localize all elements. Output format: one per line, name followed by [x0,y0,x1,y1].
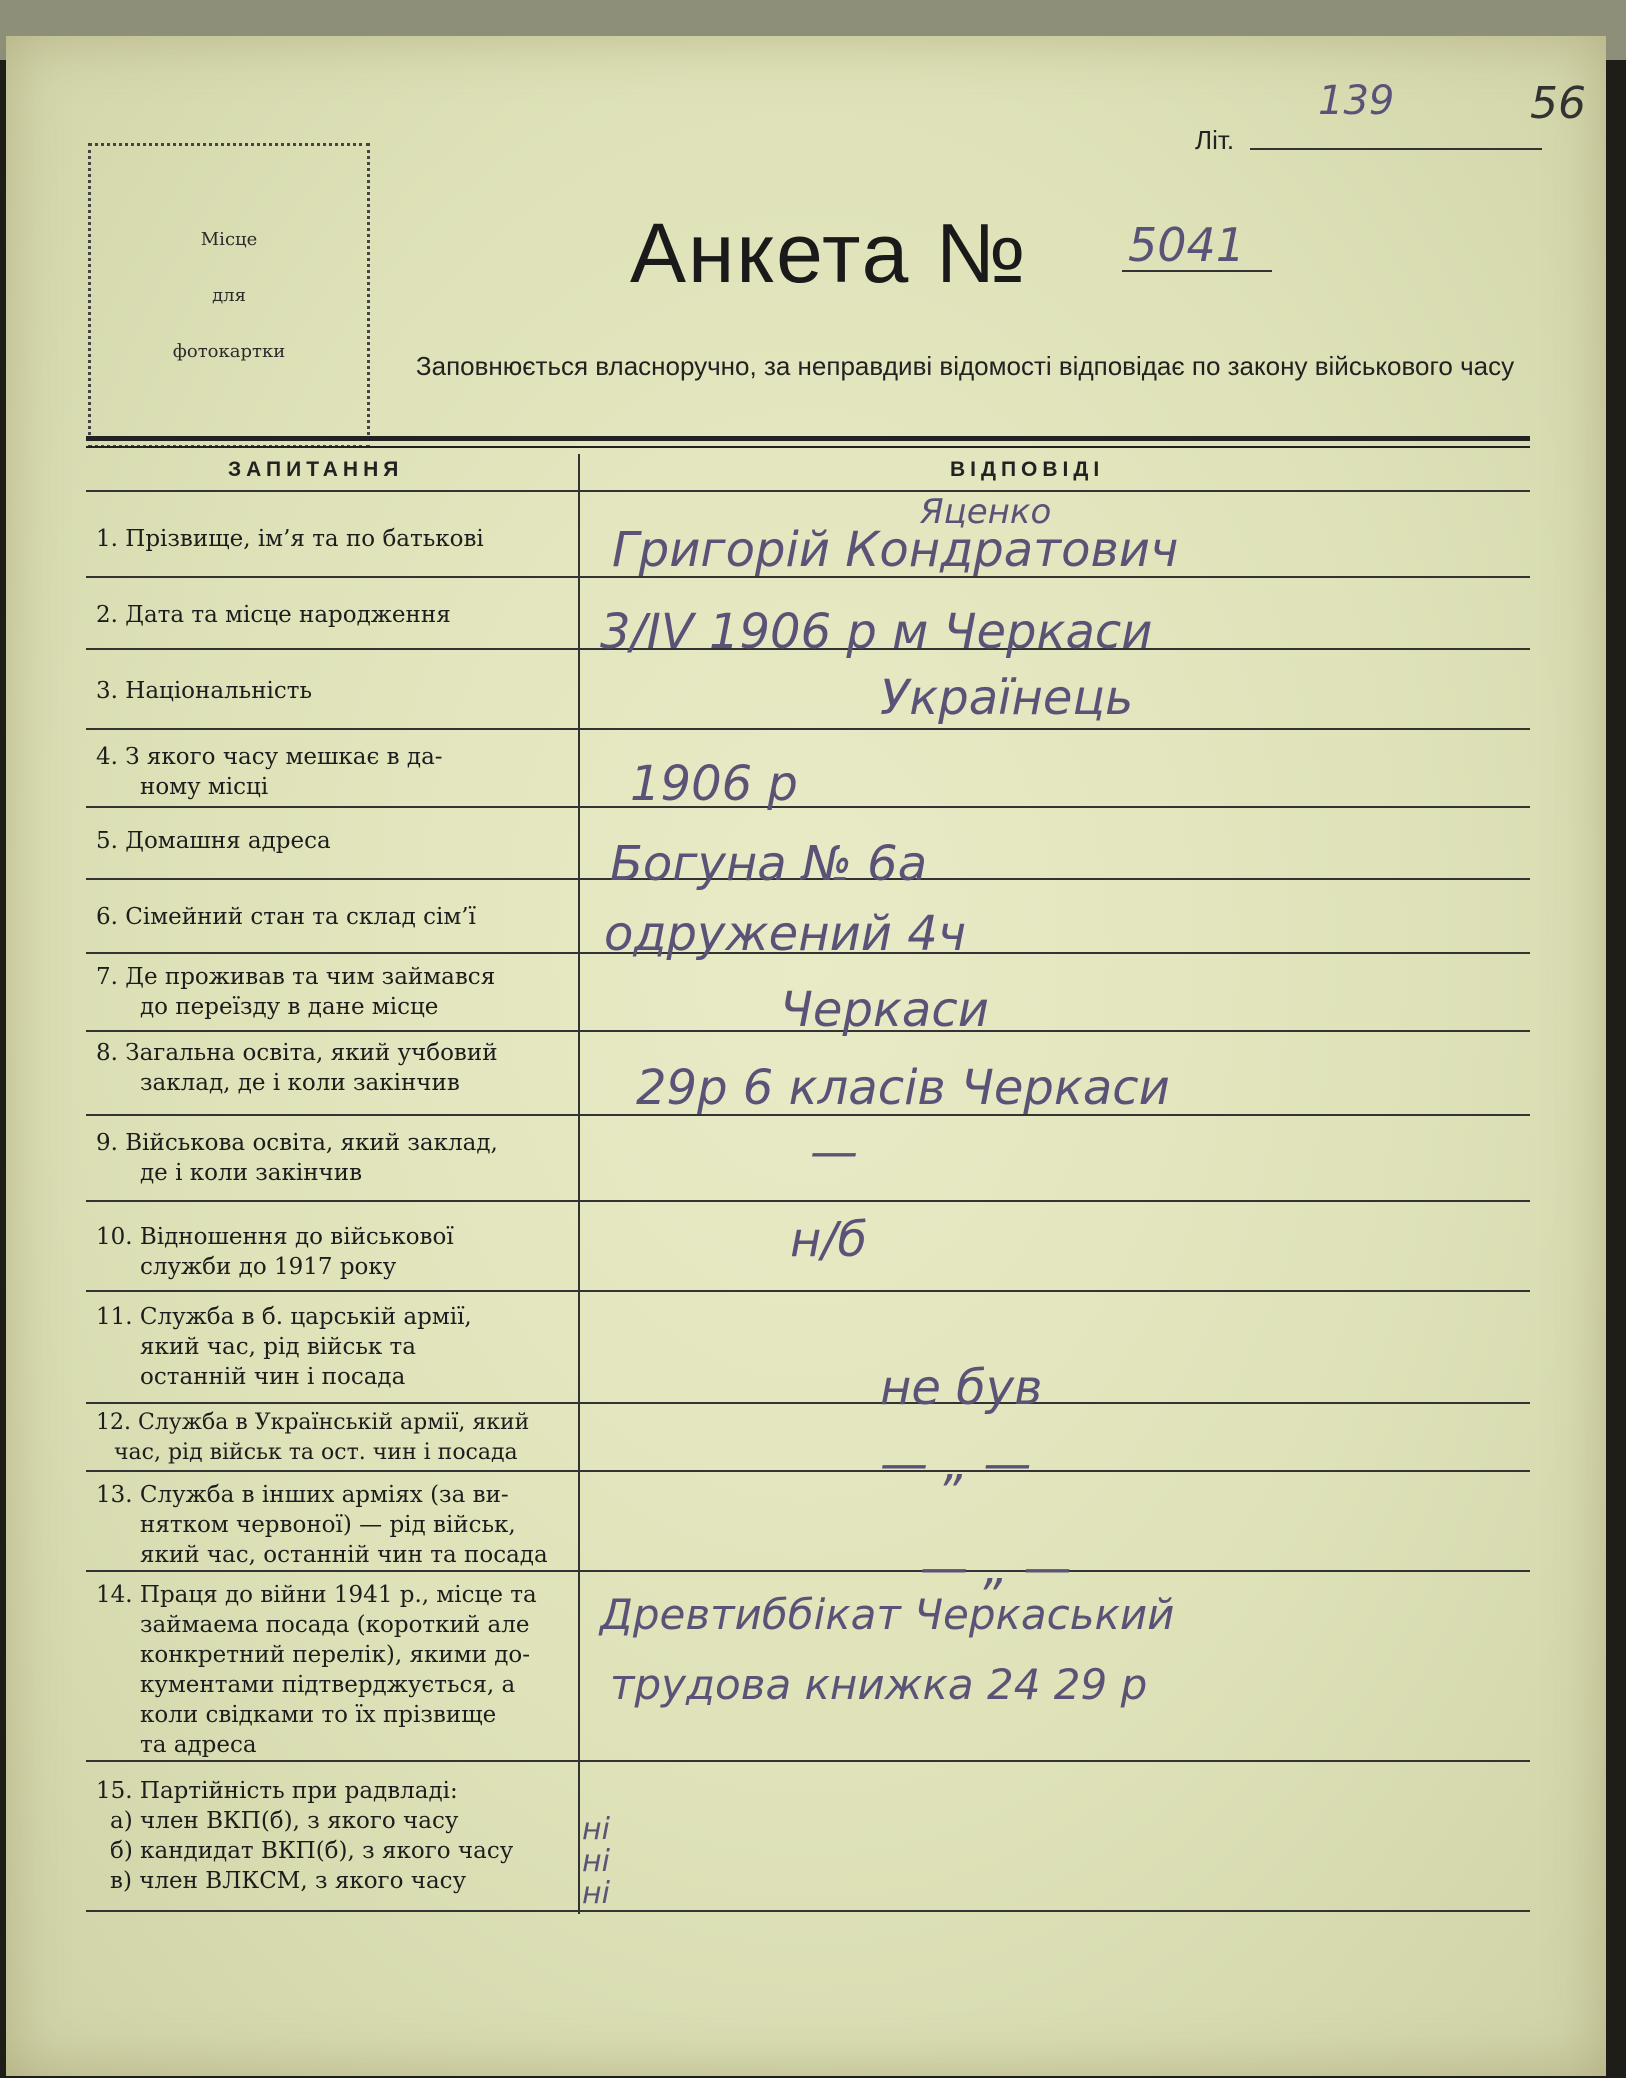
question-7 [96,962,566,1022]
question-9-line-1: 9. Військова освіта, який заклад, [96,1130,498,1156]
answer-1: Григорій Кондратович [612,522,1179,578]
question-2: 2. Дата та місце народження [96,602,451,628]
column-header-questions: ЗАПИТАННЯ [228,458,404,481]
question-11-line-1: 11. Служба в б. царській армії, [96,1304,472,1330]
answer-8: 29р 6 класів Черкаси [636,1060,1170,1116]
question-6: 6. Сімейний стан та склад сім’ї [96,904,476,930]
question-1: 1. Прізвище, ім’я та по батькові [96,526,484,552]
row-divider [86,1910,1530,1912]
answer-14-line-1: Древтиббікат Черкаський [600,1590,1175,1639]
answer-5: Богуна № 6а [610,836,928,892]
answer-1-surname: Яценко [920,492,1052,532]
photo-label-line-3: фотокартки [172,340,286,362]
question-11-line-3: останній чин і посада [140,1364,406,1390]
answer-10: н/б [790,1212,868,1268]
question-14-line-2: займаема посада (короткий але [140,1612,530,1638]
question-14-line-4: кументами підтверджується, а [140,1672,516,1698]
answer-6: одружений 4ч [604,906,967,962]
question-9-line-2: де і коли закінчив [140,1160,363,1186]
row-divider [86,1402,1530,1404]
column-header-answers: ВІДПОВІДІ [950,458,1105,481]
answer-15c: ні [582,1876,610,1911]
lit-underline [1250,148,1542,150]
answer-2: 3/IV 1906 р м Черкаси [600,604,1153,660]
form-subtitle: Заповнюється власноручно, за неправдиві відомості відповідає по закону військового часу [415,351,1515,381]
question-4 [96,742,566,802]
question-12 [96,1408,566,1468]
row-divider [86,1200,1530,1202]
row-divider [86,1470,1530,1472]
photo-label-line-2: для [212,284,246,306]
question-14-line-5: коли свідками то їх прізвище [140,1702,497,1728]
answer-15a: ні [582,1812,610,1847]
question-7-line-1: 7. Де проживав та чим займався [96,964,496,990]
row-divider [86,490,1530,492]
question-14-line-3: конкретний перелік), якими до- [140,1642,531,1668]
question-14-line-1: 14. Праця до війни 1941 р., місце та [96,1582,537,1608]
question-15-line-4: в) член ВЛКСМ, з якого часу [110,1868,467,1894]
answer-15b: ні [582,1844,610,1879]
question-10-line-1: 10. Відношення до військової [96,1224,454,1250]
question-14-line-6: та адреса [140,1732,257,1758]
row-divider [86,806,1530,808]
question-7-line-2: до переїзду в дане місце [140,994,439,1020]
answer-12: — „ — [880,1436,1032,1492]
answer-11: не був [880,1360,1043,1416]
question-15 [96,1776,566,1896]
header-rule-second [86,446,1530,448]
row-divider [86,728,1530,730]
question-8 [96,1038,566,1098]
photo-placeholder [88,143,370,448]
question-10-line-2: служби до 1917 року [140,1254,397,1280]
answer-3: Українець [880,670,1134,726]
answer-13: — „ — [920,1540,1072,1596]
question-8-line-2: заклад, де і коли закінчив [140,1070,460,1096]
row-divider [86,1290,1530,1292]
form-number: 5041 [1128,218,1246,272]
page-number: 56 [1530,78,1586,129]
row-divider [86,1760,1530,1762]
lit-value: 139 [1318,78,1395,124]
form-number-underline [1122,270,1272,272]
answer-14-line-2: трудова книжка 24 29 р [610,1660,1148,1709]
question-15-line-3: б) кандидат ВКП(б), з якого часу [110,1838,514,1864]
question-15-line-1: 15. Партійність при радвладі: [96,1778,458,1804]
answer-7: Черкаси [780,982,989,1038]
question-3: 3. Національність [96,678,313,704]
question-14 [96,1580,566,1760]
header-rule-top [86,436,1530,441]
lit-label: Літ. [1195,125,1235,155]
question-5: 5. Домашня адреса [96,828,331,854]
form-title: Анкета № [630,206,1028,300]
question-8-line-1: 8. Загальна освіта, який учбовий [96,1040,498,1066]
question-11 [96,1302,566,1392]
question-12-line-2: час, рід військ та ост. чин і посада [114,1440,518,1465]
question-13 [96,1480,566,1570]
question-13-line-3: який час, останній чин та посада [140,1542,548,1568]
question-11-line-2: який час, рід військ та [140,1334,416,1360]
column-divider [578,454,580,1914]
question-4-line-1: 4. З якого часу мешкає в да- [96,744,443,770]
question-10 [96,1222,566,1282]
question-13-line-2: нятком червоної) — рід військ, [140,1512,516,1538]
question-12-line-1: 12. Служба в Українській армії, який [96,1410,530,1435]
question-15-line-2: а) член ВКП(б), з якого часу [110,1808,459,1834]
answer-4: 1906 р [630,756,798,812]
question-4-line-2: ному місці [140,774,269,800]
answer-9: — [810,1124,858,1180]
question-13-line-1: 13. Служба в інших арміях (за ви- [96,1482,509,1508]
question-9 [96,1128,566,1188]
photo-label-line-1: Місце [200,228,258,250]
row-divider [86,1570,1530,1572]
